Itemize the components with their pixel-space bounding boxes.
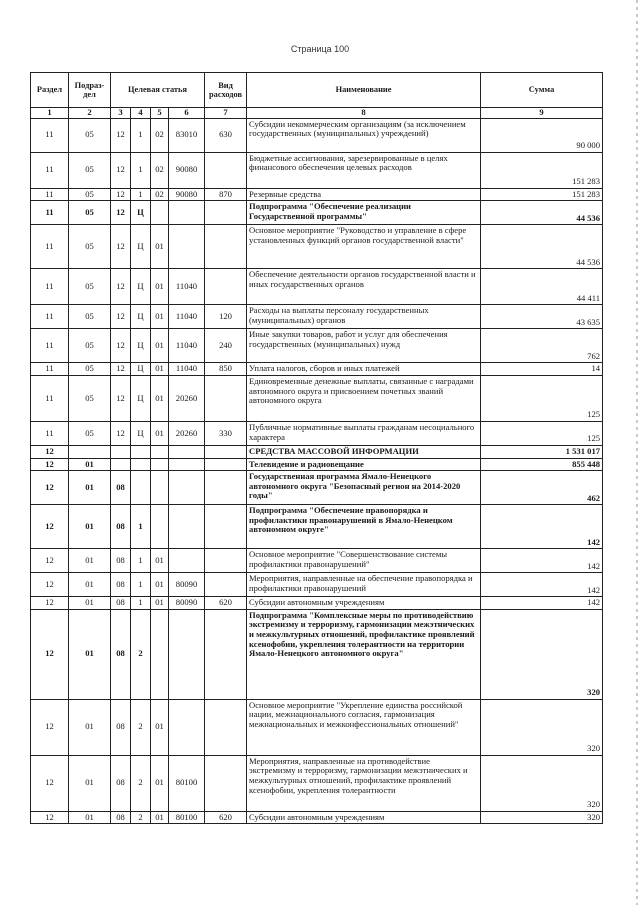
vid-rashodov-cell	[205, 755, 247, 811]
vid-rashodov-cell: 240	[205, 329, 247, 363]
column-number: 1	[31, 108, 69, 119]
table-row	[31, 201, 603, 225]
table-row	[31, 505, 603, 549]
vid-rashodov-cell: 870	[205, 188, 247, 201]
event-code-cell: 01	[151, 375, 169, 421]
event-code-cell	[151, 445, 169, 458]
event-code-cell: 02	[151, 188, 169, 201]
program-code-cell: 08	[111, 573, 131, 597]
naimenovanie-cell: Единовременные денежные выплаты, связанные с наградами автономного округа и присвоением почетных званий автономного округа	[247, 375, 481, 421]
direction-code-cell: 20260	[169, 375, 205, 421]
vid-rashodov-cell	[205, 699, 247, 755]
direction-code-cell: 80090	[169, 573, 205, 597]
column-number: 9	[481, 108, 603, 119]
budget-table	[30, 72, 603, 824]
program-code-cell: 12	[111, 118, 131, 152]
summa-cell: 762	[481, 329, 603, 363]
header-celevaya-statya: Целевая статья	[111, 73, 205, 108]
naimenovanie-cell: СРЕДСТВА МАССОВОЙ ИНФОРМАЦИИ	[247, 445, 481, 458]
column-number-row	[31, 108, 603, 119]
program-code-cell: 12	[111, 375, 131, 421]
table-row	[31, 549, 603, 573]
podrazdel-cell: 05	[69, 269, 111, 305]
summa-cell: 855 448	[481, 458, 603, 471]
vid-rashodov-cell	[205, 505, 247, 549]
event-code-cell: 01	[151, 329, 169, 363]
table-row	[31, 118, 603, 152]
program-code-cell: 08	[111, 699, 131, 755]
subprogram-code-cell: 2	[131, 609, 151, 699]
subprogram-code-cell: Ц	[131, 421, 151, 445]
subprogram-code-cell	[131, 471, 151, 505]
summa-cell: 44 411	[481, 269, 603, 305]
subprogram-code-cell: Ц	[131, 201, 151, 225]
event-code-cell: 01	[151, 269, 169, 305]
program-code-cell: 12	[111, 152, 131, 188]
column-number: 6	[169, 108, 205, 119]
razdel-cell: 11	[31, 188, 69, 201]
razdel-cell: 12	[31, 445, 69, 458]
event-code-cell	[151, 201, 169, 225]
podrazdel-cell: 05	[69, 375, 111, 421]
header-row	[31, 73, 603, 108]
event-code-cell: 01	[151, 755, 169, 811]
column-number: 7	[205, 108, 247, 119]
summa-cell: 320	[481, 699, 603, 755]
razdel-cell: 12	[31, 505, 69, 549]
table-row	[31, 188, 603, 201]
table-row	[31, 152, 603, 188]
summa-cell: 142	[481, 549, 603, 573]
podrazdel-cell: 01	[69, 505, 111, 549]
summa-cell: 125	[481, 375, 603, 421]
razdel-cell: 11	[31, 329, 69, 363]
naimenovanie-cell: Субсидии автономным учреждениям	[247, 811, 481, 824]
subprogram-code-cell	[131, 445, 151, 458]
naimenovanie-cell: Расходы на выплаты персоналу государственных (муниципальных) органов	[247, 305, 481, 329]
event-code-cell: 01	[151, 421, 169, 445]
razdel-cell: 12	[31, 549, 69, 573]
table-row	[31, 421, 603, 445]
vid-rashodov-cell: 120	[205, 305, 247, 329]
program-code-cell: 08	[111, 471, 131, 505]
razdel-cell: 12	[31, 755, 69, 811]
direction-code-cell	[169, 549, 205, 573]
naimenovanie-cell: Резервные средства	[247, 188, 481, 201]
direction-code-cell: 11040	[169, 305, 205, 329]
podrazdel-cell: 05	[69, 329, 111, 363]
direction-code-cell: 80100	[169, 811, 205, 824]
header-podrazdel: Подраз- дел	[69, 73, 111, 108]
event-code-cell: 01	[151, 305, 169, 329]
vid-rashodov-cell	[205, 152, 247, 188]
summa-cell: 320	[481, 609, 603, 699]
summa-cell: 151 283	[481, 188, 603, 201]
subprogram-code-cell: 1	[131, 505, 151, 549]
program-code-cell: 08	[111, 549, 131, 573]
naimenovanie-cell: Мероприятия, направленные на обеспечение правопорядка и профилактики правонарушений	[247, 573, 481, 597]
razdel-cell: 12	[31, 458, 69, 471]
summa-cell: 44 536	[481, 201, 603, 225]
direction-code-cell	[169, 445, 205, 458]
vid-rashodov-cell	[205, 225, 247, 269]
naimenovanie-cell: Обеспечение деятельности органов государственной власти и иных государственных органов	[247, 269, 481, 305]
naimenovanie-cell: Основное мероприятие "Совершенствование системы профилактики правонарушений"	[247, 549, 481, 573]
summa-cell: 90 000	[481, 118, 603, 152]
subprogram-code-cell: 1	[131, 597, 151, 610]
podrazdel-cell: 01	[69, 471, 111, 505]
event-code-cell: 02	[151, 118, 169, 152]
table-row	[31, 609, 603, 699]
subprogram-code-cell: 2	[131, 699, 151, 755]
subprogram-code-cell: Ц	[131, 305, 151, 329]
podrazdel-cell: 05	[69, 201, 111, 225]
direction-code-cell: 90080	[169, 188, 205, 201]
summa-cell: 320	[481, 755, 603, 811]
podrazdel-cell: 05	[69, 152, 111, 188]
razdel-cell: 12	[31, 573, 69, 597]
direction-code-cell	[169, 458, 205, 471]
subprogram-code-cell	[131, 458, 151, 471]
podrazdel-cell: 05	[69, 305, 111, 329]
podrazdel-cell: 01	[69, 755, 111, 811]
header-razdel: Раздел	[31, 73, 69, 108]
direction-code-cell: 80100	[169, 755, 205, 811]
naimenovanie-cell: Подпрограмма "Обеспечение правопорядка и профилактики правонарушений в Ямало-Ненецком автономном округе"	[247, 505, 481, 549]
program-code-cell: 12	[111, 188, 131, 201]
table-row	[31, 811, 603, 824]
naimenovanie-cell: Мероприятия, направленные на противодействие экстремизму и терроризму, гармонизации межэтнических и межкультурных отношений, профилактике проявлений ксенофобии, укрепления толерантности	[247, 755, 481, 811]
razdel-cell: 11	[31, 363, 69, 376]
vid-rashodov-cell	[205, 471, 247, 505]
summa-cell: 44 536	[481, 225, 603, 269]
program-code-cell: 08	[111, 505, 131, 549]
summa-cell: 1 531 017	[481, 445, 603, 458]
subprogram-code-cell: Ц	[131, 363, 151, 376]
vid-rashodov-cell	[205, 201, 247, 225]
event-code-cell: 01	[151, 549, 169, 573]
event-code-cell	[151, 505, 169, 549]
naimenovanie-cell: Бюджетные ассигнования, зарезервированные в целях финансового обеспечения целевых расходов	[247, 152, 481, 188]
table-row	[31, 305, 603, 329]
subprogram-code-cell: Ц	[131, 269, 151, 305]
razdel-cell: 12	[31, 699, 69, 755]
naimenovanie-cell: Государственная программа Ямало-Ненецкого автономного округа "Безопасный регион на 2014-2020 годы"	[247, 471, 481, 505]
razdel-cell: 11	[31, 225, 69, 269]
subprogram-code-cell: 1	[131, 152, 151, 188]
header-naimenovanie: Наименование	[247, 73, 481, 108]
naimenovanie-cell: Субсидии автономным учреждениям	[247, 597, 481, 610]
vid-rashodov-cell: 620	[205, 811, 247, 824]
summa-cell: 320	[481, 811, 603, 824]
event-code-cell: 01	[151, 699, 169, 755]
razdel-cell: 11	[31, 152, 69, 188]
razdel-cell: 11	[31, 269, 69, 305]
table-row	[31, 597, 603, 610]
direction-code-cell: 11040	[169, 363, 205, 376]
program-code-cell	[111, 458, 131, 471]
razdel-cell: 12	[31, 609, 69, 699]
vid-rashodov-cell: 330	[205, 421, 247, 445]
subprogram-code-cell: 1	[131, 118, 151, 152]
razdel-cell: 11	[31, 201, 69, 225]
table-row	[31, 458, 603, 471]
event-code-cell	[151, 458, 169, 471]
subprogram-code-cell: 1	[131, 573, 151, 597]
summa-cell: 151 283	[481, 152, 603, 188]
direction-code-cell	[169, 225, 205, 269]
table-row	[31, 363, 603, 376]
direction-code-cell	[169, 609, 205, 699]
table-row	[31, 471, 603, 505]
program-code-cell: 08	[111, 811, 131, 824]
event-code-cell	[151, 609, 169, 699]
razdel-cell: 11	[31, 118, 69, 152]
subprogram-code-cell: 2	[131, 755, 151, 811]
vid-rashodov-cell	[205, 573, 247, 597]
vid-rashodov-cell	[205, 269, 247, 305]
event-code-cell: 01	[151, 597, 169, 610]
razdel-cell: 12	[31, 597, 69, 610]
program-code-cell: 08	[111, 609, 131, 699]
table-row	[31, 445, 603, 458]
naimenovanie-cell: Уплата налогов, сборов и иных платежей	[247, 363, 481, 376]
table-row	[31, 329, 603, 363]
naimenovanie-cell: Основное мероприятие "Укрепление единства российской нации, межнационального согласия, гармонизация межнациональных и межконфессиональных отношений"	[247, 699, 481, 755]
naimenovanie-cell: Основное мероприятие "Руководство и управление в сфере установленных функций органов государственной власти"	[247, 225, 481, 269]
naimenovanie-cell: Публичные нормативные выплаты гражданам несоциального характера	[247, 421, 481, 445]
program-code-cell: 12	[111, 329, 131, 363]
summa-cell: 142	[481, 573, 603, 597]
header-summa: Сумма	[481, 73, 603, 108]
summa-cell: 142	[481, 597, 603, 610]
direction-code-cell	[169, 699, 205, 755]
razdel-cell: 12	[31, 471, 69, 505]
program-code-cell: 12	[111, 305, 131, 329]
razdel-cell: 11	[31, 305, 69, 329]
summa-cell: 125	[481, 421, 603, 445]
direction-code-cell	[169, 201, 205, 225]
table-row	[31, 375, 603, 421]
subprogram-code-cell: 2	[131, 811, 151, 824]
program-code-cell: 12	[111, 421, 131, 445]
vid-rashodov-cell	[205, 609, 247, 699]
summa-cell: 43 635	[481, 305, 603, 329]
naimenovanie-cell: Субсидии некоммерческим организациям (за исключением государственных (муниципальных) учреждений)	[247, 118, 481, 152]
podrazdel-cell: 01	[69, 699, 111, 755]
direction-code-cell	[169, 505, 205, 549]
naimenovanie-cell: Подпрограмма "Комплексные меры по противодействию экстремизму и терроризму, гармонизации межэтнических и межкультурных отношений, профилактике проявлений ксенофобии, укрепления толерантности на территории Ямало-Ненецкого автономного округа"	[247, 609, 481, 699]
podrazdel-cell: 01	[69, 549, 111, 573]
razdel-cell: 12	[31, 811, 69, 824]
program-code-cell: 12	[111, 225, 131, 269]
podrazdel-cell: 01	[69, 458, 111, 471]
direction-code-cell: 90080	[169, 152, 205, 188]
direction-code-cell: 83010	[169, 118, 205, 152]
program-code-cell: 08	[111, 597, 131, 610]
direction-code-cell: 11040	[169, 269, 205, 305]
subprogram-code-cell: Ц	[131, 375, 151, 421]
program-code-cell: 08	[111, 755, 131, 811]
direction-code-cell: 20260	[169, 421, 205, 445]
table-row	[31, 573, 603, 597]
vid-rashodov-cell	[205, 458, 247, 471]
razdel-cell: 11	[31, 421, 69, 445]
direction-code-cell: 80090	[169, 597, 205, 610]
podrazdel-cell: 01	[69, 573, 111, 597]
direction-code-cell	[169, 471, 205, 505]
vid-rashodov-cell: 850	[205, 363, 247, 376]
podrazdel-cell: 05	[69, 188, 111, 201]
program-code-cell: 12	[111, 201, 131, 225]
column-number: 8	[247, 108, 481, 119]
subprogram-code-cell: Ц	[131, 225, 151, 269]
podrazdel-cell: 05	[69, 363, 111, 376]
podrazdel-cell: 05	[69, 225, 111, 269]
summa-cell: 462	[481, 471, 603, 505]
program-code-cell: 12	[111, 363, 131, 376]
event-code-cell: 01	[151, 363, 169, 376]
vid-rashodov-cell	[205, 445, 247, 458]
direction-code-cell: 11040	[169, 329, 205, 363]
podrazdel-cell: 01	[69, 597, 111, 610]
podrazdel-cell: 01	[69, 811, 111, 824]
razdel-cell: 11	[31, 375, 69, 421]
event-code-cell	[151, 471, 169, 505]
podrazdel-cell: 05	[69, 118, 111, 152]
vid-rashodov-cell: 620	[205, 597, 247, 610]
summa-cell: 14	[481, 363, 603, 376]
naimenovanie-cell: Иные закупки товаров, работ и услуг для обеспечения государственных (муниципальных) нужд	[247, 329, 481, 363]
subprogram-code-cell: Ц	[131, 329, 151, 363]
vid-rashodov-cell	[205, 375, 247, 421]
podrazdel-cell: 01	[69, 609, 111, 699]
column-number: 4	[131, 108, 151, 119]
table-row	[31, 269, 603, 305]
header-vid-rashodov: Вид расходов	[205, 73, 247, 108]
event-code-cell: 02	[151, 152, 169, 188]
column-number: 3	[111, 108, 131, 119]
subprogram-code-cell: 1	[131, 549, 151, 573]
page-title: Страница 100	[290, 44, 350, 54]
podrazdel-cell: 05	[69, 421, 111, 445]
event-code-cell: 01	[151, 573, 169, 597]
table-row	[31, 699, 603, 755]
subprogram-code-cell: 1	[131, 188, 151, 201]
vid-rashodov-cell: 630	[205, 118, 247, 152]
table-row	[31, 225, 603, 269]
summa-cell: 142	[481, 505, 603, 549]
column-number: 5	[151, 108, 169, 119]
event-code-cell: 01	[151, 811, 169, 824]
column-number: 2	[69, 108, 111, 119]
vid-rashodov-cell	[205, 549, 247, 573]
naimenovanie-cell: Телевидение и радиовещание	[247, 458, 481, 471]
program-code-cell	[111, 445, 131, 458]
podrazdel-cell	[69, 445, 111, 458]
program-code-cell: 12	[111, 269, 131, 305]
table-row	[31, 755, 603, 811]
naimenovanie-cell: Подпрограмма "Обеспечение реализации Государственной программы"	[247, 201, 481, 225]
scan-edge	[636, 0, 638, 905]
event-code-cell: 01	[151, 225, 169, 269]
